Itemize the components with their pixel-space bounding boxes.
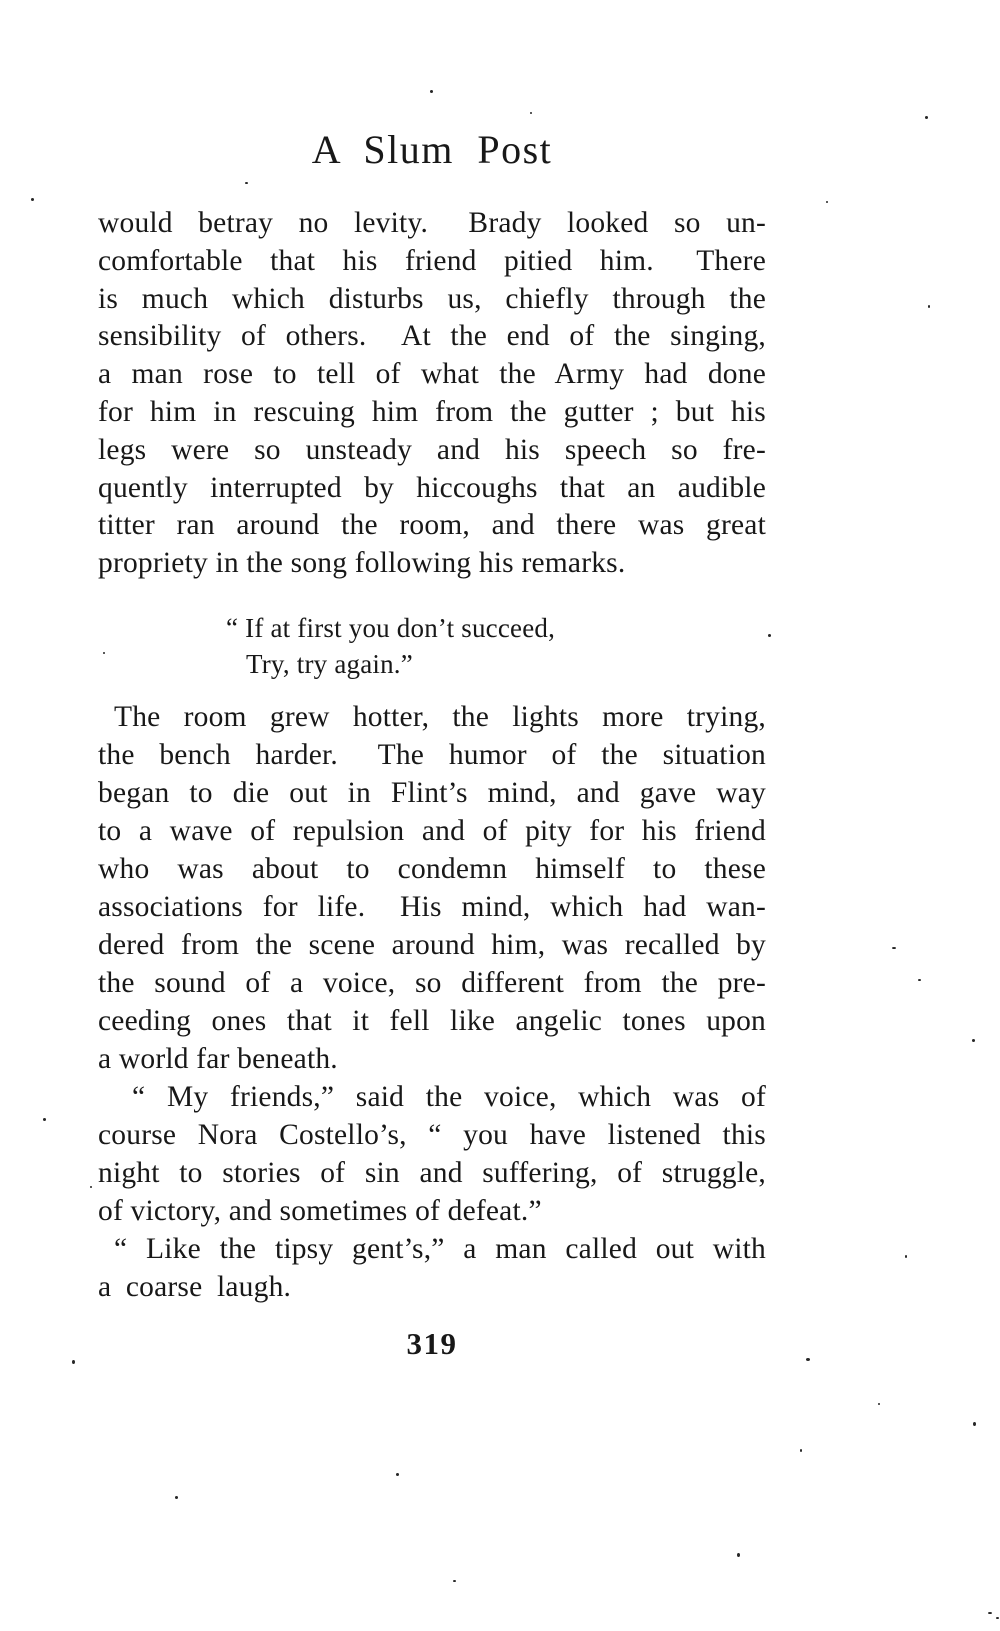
- noise-speck: [90, 1186, 92, 1188]
- paragraph-4: [98, 1230, 766, 1306]
- text-line: ceeding ones that it fell like angelic tones upon: [98, 1005, 766, 1037]
- noise-speck: [768, 634, 771, 637]
- noise-speck: [928, 305, 930, 308]
- noise-speck: [905, 1255, 907, 1258]
- verse-line: “ If at first you don’t succeed,: [226, 613, 556, 643]
- verse-quote: [98, 610, 766, 682]
- text-line: night to stories of sin and suffering, of struggle,: [98, 1157, 766, 1189]
- noise-speck: [988, 1612, 992, 1614]
- page-number: 319: [406, 1326, 458, 1361]
- text-line: comfortable that his friend pitied him. There: [98, 244, 766, 277]
- noise-speck: [892, 947, 896, 949]
- noise-speck: [175, 1496, 178, 1499]
- noise-speck: [878, 1403, 880, 1405]
- text-line: a world far beneath.: [98, 1043, 338, 1075]
- noise-speck: [806, 1358, 810, 1361]
- noise-speck: [972, 1039, 975, 1042]
- noise-speck: [103, 652, 105, 654]
- text-line: “ Like the tipsy gent’s,” a man called out with: [114, 1233, 766, 1265]
- noise-speck: [31, 198, 34, 201]
- noise-speck: [973, 1422, 976, 1426]
- text-line: who was about to condemn himself to these: [98, 853, 766, 885]
- noise-speck: [396, 1473, 399, 1476]
- noise-speck: [925, 116, 928, 119]
- text-line: began to die out in Flint’s mind, and gave way: [98, 777, 766, 809]
- noise-speck: [826, 201, 828, 203]
- text-line: legs were so unsteady and his speech so fre-: [98, 433, 766, 466]
- noise-speck: [453, 1580, 456, 1582]
- noise-speck: [72, 1360, 75, 1364]
- text-line: dered from the scene around him, was recalled by: [98, 929, 766, 961]
- text-line: course Nora Costello’s, “ you have listened this: [98, 1119, 766, 1151]
- text-line: a man rose to tell of what the Army had done: [98, 358, 766, 391]
- text-line: would betray no levity. Brady looked so un-: [98, 207, 766, 239]
- page-header-title: A Slum Post: [311, 127, 553, 172]
- text-line: “ My friends,” said the voice, which was of: [132, 1081, 766, 1113]
- text-line: the sound of a voice, so different from the pre-: [98, 967, 766, 999]
- paragraph-2: [98, 698, 766, 1078]
- text-line: associations for life. His mind, which had wan-: [98, 891, 766, 923]
- noise-speck: [530, 112, 532, 114]
- text-line: propriety in the song following his remarks.: [98, 547, 626, 580]
- verse-line: Try, try again.”: [246, 649, 413, 679]
- main-text: [98, 698, 766, 1306]
- text-line: to a wave of repulsion and of pity for his friend: [98, 815, 766, 847]
- text-line: the bench harder. The humor of the situation: [98, 739, 766, 771]
- text-line: of victory, and sometimes of defeat.”: [98, 1195, 542, 1227]
- text-line: is much which disturbs us, chiefly through the: [98, 282, 766, 315]
- noise-speck: [737, 1553, 740, 1557]
- noise-speck: [430, 90, 433, 93]
- text-line: titter ran around the room, and there was great: [98, 509, 766, 542]
- paragraph-3: [98, 1078, 766, 1230]
- text-line: The room grew hotter, the lights more trying,: [114, 701, 766, 733]
- text-line: quently interrupted by hiccoughs that an audible: [98, 471, 766, 504]
- text-line: a coarse laugh.: [98, 1271, 292, 1303]
- text-line: for him in rescuing him from the gutter ; but his: [98, 395, 766, 428]
- noise-speck: [245, 182, 248, 184]
- text-line: sensibility of others. At the end of the singing,: [98, 320, 766, 353]
- noise-speck: [918, 979, 921, 981]
- noise-speck: [996, 1617, 999, 1619]
- noise-speck: [800, 1449, 802, 1452]
- noise-speck: [43, 1118, 46, 1121]
- paragraph-1: [98, 205, 766, 583]
